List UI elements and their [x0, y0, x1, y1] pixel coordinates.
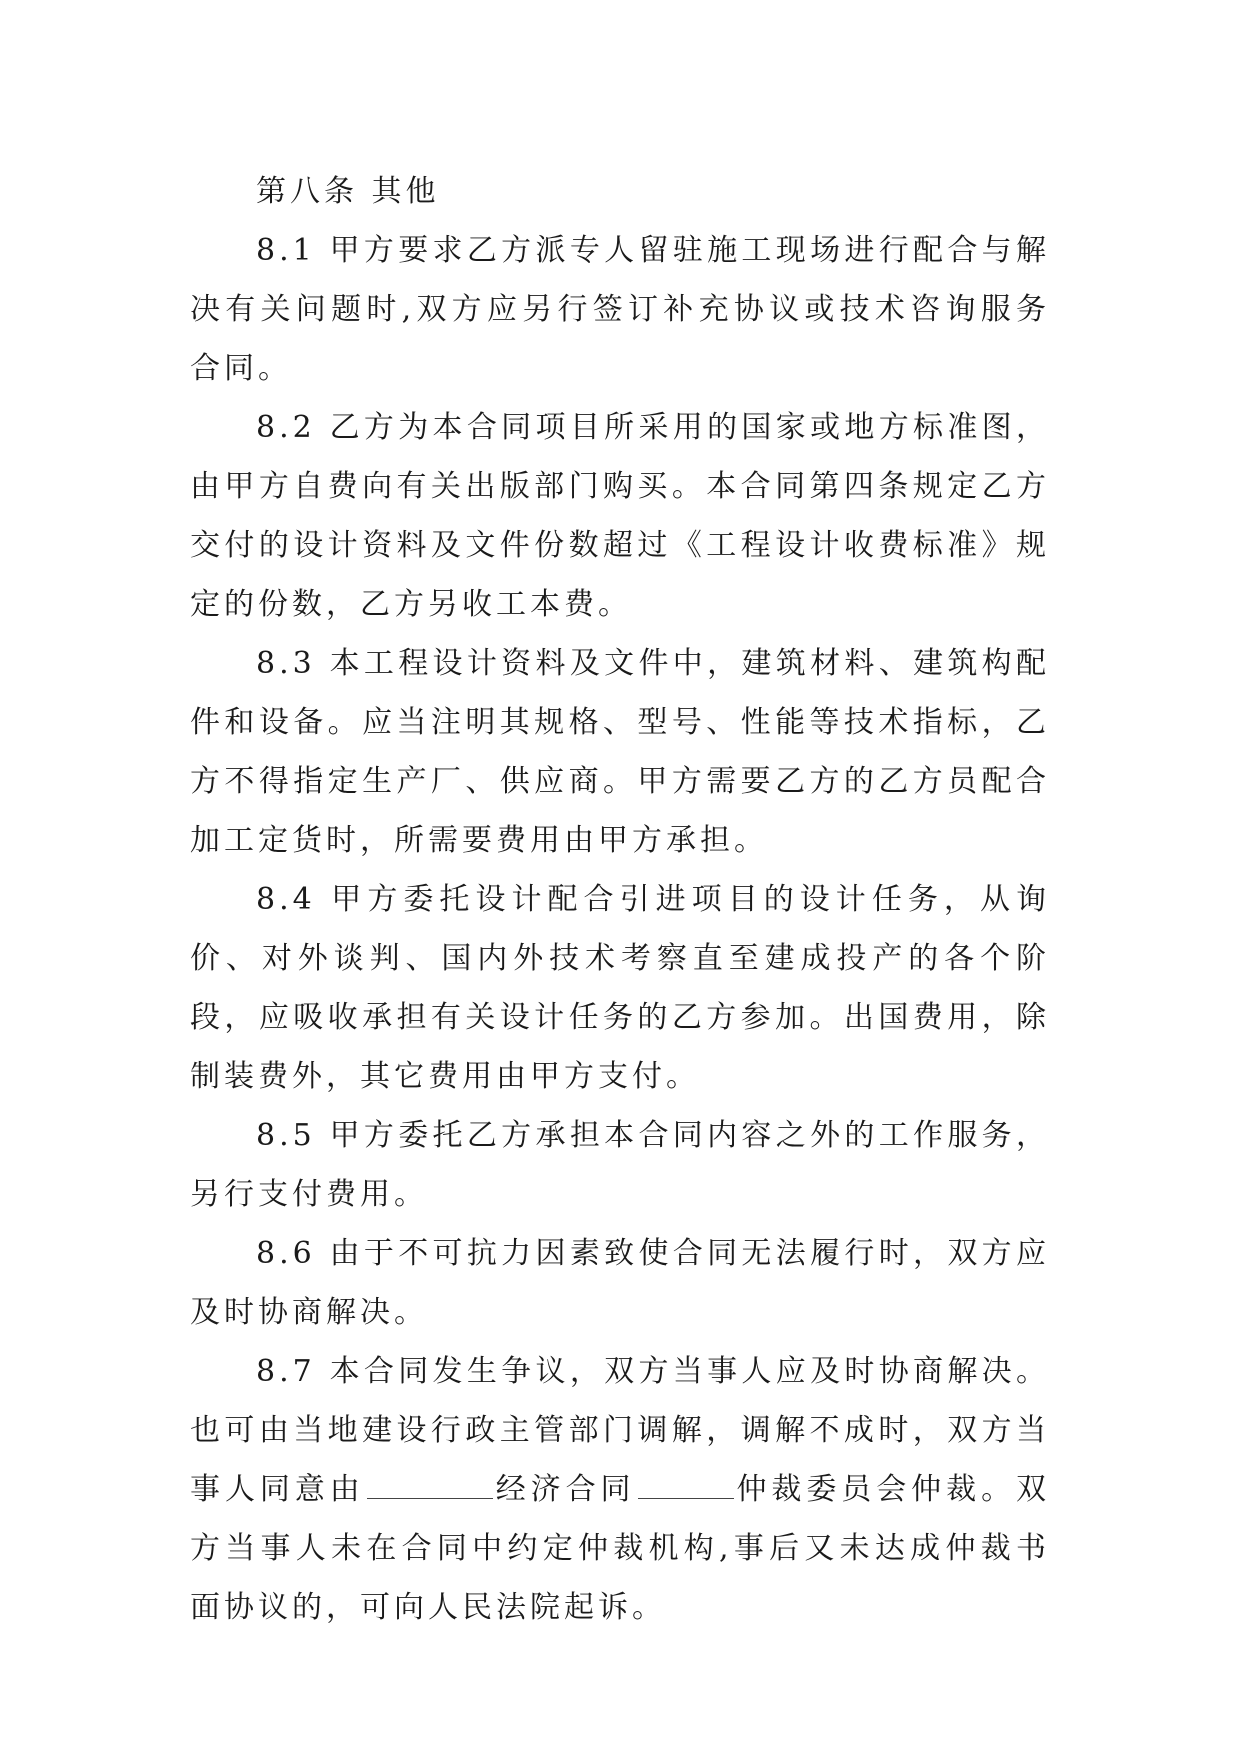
- clause-number: 8.5: [256, 1118, 316, 1153]
- contract-article: [190, 162, 1050, 1637]
- clause-8-6: [190, 1224, 1050, 1342]
- arbitration-location-blank: [367, 1468, 493, 1499]
- article-heading: 第八条 其他: [256, 174, 440, 209]
- clause-text: 甲方委托乙方承担本合同内容之外的工作服务，另行支付费用。: [190, 1118, 1050, 1212]
- clause-8-4: [190, 870, 1050, 1106]
- clause-text: 本工程设计资料及文件中，建筑材料、建筑构配件和设备。应当注明其规格、型号、性能等技术指标，乙方不得指定生产厂、供应商。甲方需要乙方的乙方员配合加工定货时，所需要费用由甲方承担。: [190, 646, 1050, 858]
- clause-8-3: [190, 634, 1050, 870]
- clause-text: 经济合同: [494, 1472, 636, 1507]
- clause-number: 8.6: [256, 1236, 316, 1271]
- clause-8-2: [190, 398, 1050, 634]
- clause-number: 8.3: [256, 646, 316, 681]
- clause-number: 8.4: [256, 882, 316, 917]
- clause-number: 8.2: [256, 410, 316, 445]
- clause-text: 甲方要求乙方派专人留驻施工现场进行配合与解决有关问题时,双方应另行签订补充协议或技术咨询服务合同。: [190, 233, 1050, 386]
- arbitration-committee-blank: [638, 1468, 734, 1499]
- clause-8-1: [190, 221, 1050, 398]
- clause-text: 仲裁委员会仲裁。双方当事人未在合同中约定仲裁机构,事后又未达成仲裁书面协议的，可向人民法院起诉。: [190, 1472, 1051, 1625]
- clause-number: 8.1: [256, 233, 316, 268]
- clause-8-7: [190, 1342, 1050, 1637]
- clause-text: 本合同发生争议，双方当事人应及时协商解决。也可由当地建设行政主管部门调解，调解不成时，双方当事人同意由: [190, 1354, 1050, 1507]
- clause-text: 甲方委托设计配合引进项目的设计任务，从询价、对外谈判、国内外技术考察直至建成投产的各个阶段，应吸收承担有关设计任务的乙方参加。出国费用，除制装费外，其它费用由甲方支付。: [190, 882, 1050, 1094]
- clause-text: 乙方为本合同项目所采用的国家或地方标准图，由甲方自费向有关出版部门购买。本合同第四条规定乙方交付的设计资料及文件份数超过《工程设计收费标准》规定的份数，乙方另收工本费。: [190, 410, 1050, 622]
- clause-text: 由于不可抗力因素致使合同无法履行时，双方应及时协商解决。: [190, 1236, 1050, 1330]
- clause-number: 8.7: [256, 1354, 316, 1389]
- clause-8-5: [190, 1106, 1050, 1224]
